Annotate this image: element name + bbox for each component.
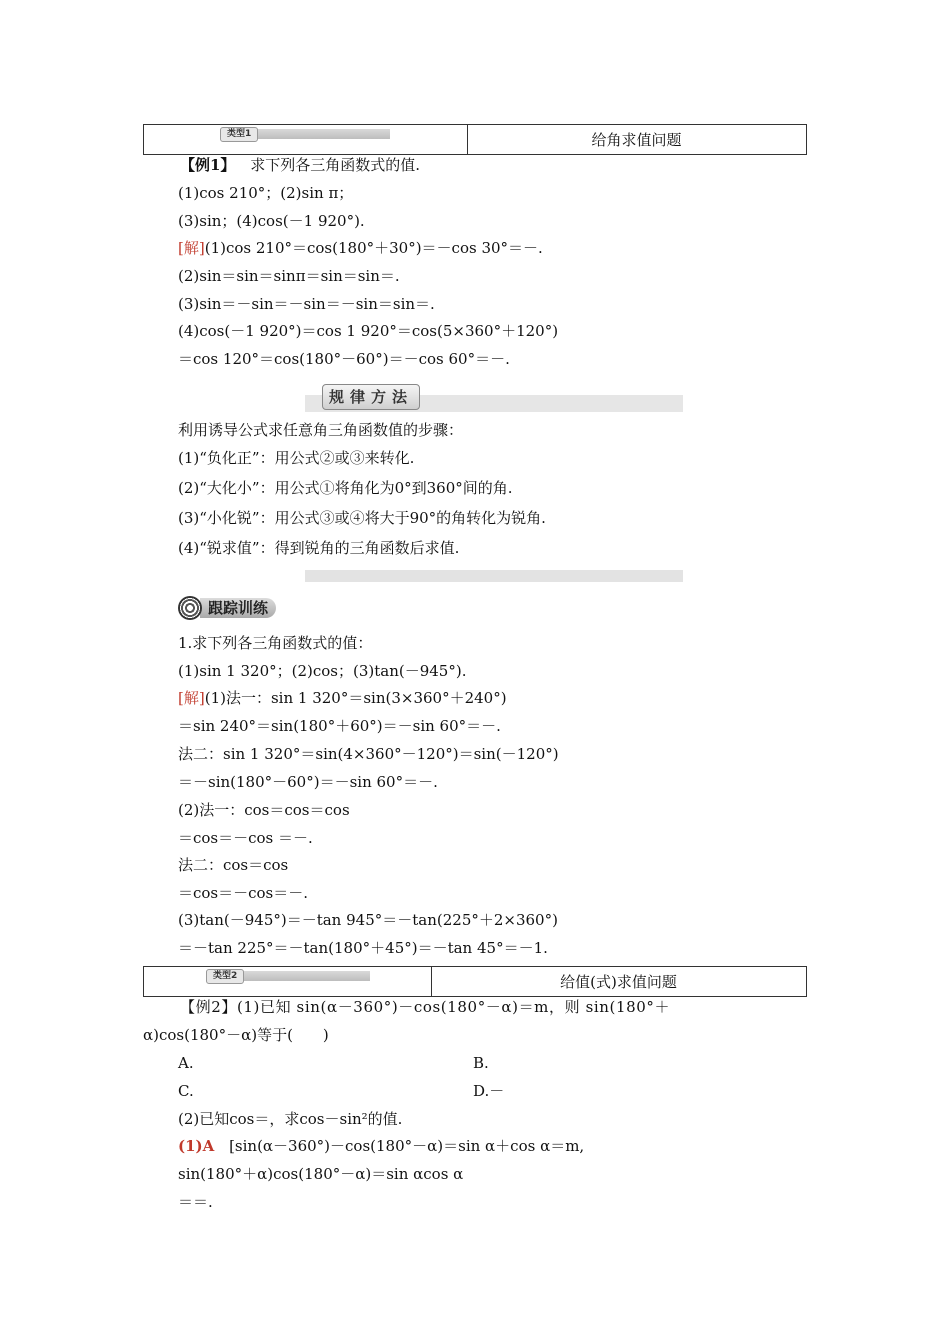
track-answer6: ＝cos＝－cos ＝－. xyxy=(178,829,313,847)
type1-tag: 类型1 xyxy=(220,127,258,142)
type2-tag: 类型2 xyxy=(206,969,244,984)
ex2-solution2: sin(180°＋α)cos(180°－α)＝sin αcos α xyxy=(178,1165,464,1183)
type2-bar xyxy=(206,971,370,981)
ex1-line1: (1)cos 210°；(2)sin π； xyxy=(178,184,354,202)
ex2-line2: α)cos(180°－α)等于( ) xyxy=(143,1026,329,1044)
ex2-answer-tag: (1)A xyxy=(178,1137,215,1155)
ex1-question: 求下列各三角函数式的值. xyxy=(250,156,420,174)
type1-title: 给角求值问题 xyxy=(591,131,682,149)
ex2-option-a: A. xyxy=(178,1054,194,1072)
ex2-option-b: B. xyxy=(473,1054,489,1072)
ex1-label: 【例1】 xyxy=(180,156,236,174)
track-answer2: ＝sin 240°＝sin(180°＋60°)＝－sin 60°＝－. xyxy=(178,717,501,735)
type2-header-left xyxy=(144,967,432,996)
track-answer7: 法二：cos＝cos xyxy=(178,856,289,874)
ex2-line1: 【例2】(1)已知 sin(α－360°)－cos(180°－α)＝m，则 sin(180°＋ xyxy=(180,998,671,1016)
ex1-solution2: (2)sin＝sin＝sinπ＝sin＝sin＝. xyxy=(178,267,400,285)
ex2-option-d: D.－ xyxy=(473,1082,505,1100)
ex2-option-c: C. xyxy=(178,1082,194,1100)
ex1-solution4: (4)cos(－1 920°)＝cos 1 920°＝cos(5×360°＋120°) xyxy=(178,322,559,340)
ex1-solution-tag: [解] xyxy=(178,239,205,257)
method-intro: 利用诱导公式求任意角三角函数值的步骤： xyxy=(178,421,464,439)
track-question1: (1)sin 1 320°；(2)cos；(3)tan(－945°). xyxy=(178,662,467,680)
ex2-question2: (2)已知cos＝，求cos－sin²的值. xyxy=(178,1110,403,1128)
ex1-line2: (3)sin；(4)cos(－1 920°). xyxy=(178,212,365,230)
track-answer3: 法二：sin 1 320°＝sin(4×360°－120°)＝sin(－120°) xyxy=(178,745,559,763)
method-end-bar xyxy=(305,570,683,582)
track-title: 跟踪训练 xyxy=(200,598,276,618)
ex1-question-line xyxy=(180,155,420,175)
ex2-solution1: (1)A [sin(α－360°)－cos(180°－α)＝sin α＋cos α＝m, xyxy=(178,1137,585,1155)
target-icon xyxy=(178,596,202,620)
method-step3: (3)“小化锐”：用公式③或④将大于90°的角转化为锐角. xyxy=(178,509,546,527)
ex1-solution3: (3)sin＝－sin＝－sin＝－sin＝sin＝. xyxy=(178,295,435,313)
track-heading xyxy=(178,596,296,622)
ex1-solution5: ＝cos 120°＝cos(180°－60°)＝－cos 60°＝－. xyxy=(178,350,510,368)
type2-title: 给值(式)求值问题 xyxy=(560,973,677,991)
track-answer4: ＝－sin(180°－60°)＝－sin 60°＝－. xyxy=(178,773,438,791)
track-solution-tag: [解] xyxy=(178,689,205,707)
track-answer5: (2)法一：cos＝cos＝cos xyxy=(178,801,350,819)
track-question: 1.求下列各三角函数式的值： xyxy=(178,634,373,652)
type1-bar xyxy=(220,129,390,139)
ex1-solution1: [解](1)cos 210°＝cos(180°＋30°)＝－cos 30°＝－. xyxy=(178,239,543,257)
method-step4: (4)“锐求值”：得到锐角的三角函数后求值. xyxy=(178,539,460,557)
track-answer10: ＝－tan 225°＝－tan(180°＋45°)＝－tan 45°＝－1. xyxy=(178,939,548,957)
type2-header xyxy=(143,966,807,997)
method-step2: (2)“大化小”：用公式①将角化为0°到360°间的角. xyxy=(178,479,513,497)
method-step1: (1)“负化正”：用公式②或③来转化. xyxy=(178,449,415,467)
track-answer1: [解](1)法一：sin 1 320°＝sin(3×360°＋240°) xyxy=(178,689,507,707)
ex2-solution3: ＝＝. xyxy=(178,1193,213,1211)
type1-header-left xyxy=(144,125,468,154)
type1-header xyxy=(143,124,807,155)
method-title: 规律方法 xyxy=(322,384,420,410)
track-answer9: (3)tan(－945°)＝－tan 945°＝－tan(225°＋2×360°) xyxy=(178,911,558,929)
track-answer8: ＝cos＝－cos＝－. xyxy=(178,884,309,902)
